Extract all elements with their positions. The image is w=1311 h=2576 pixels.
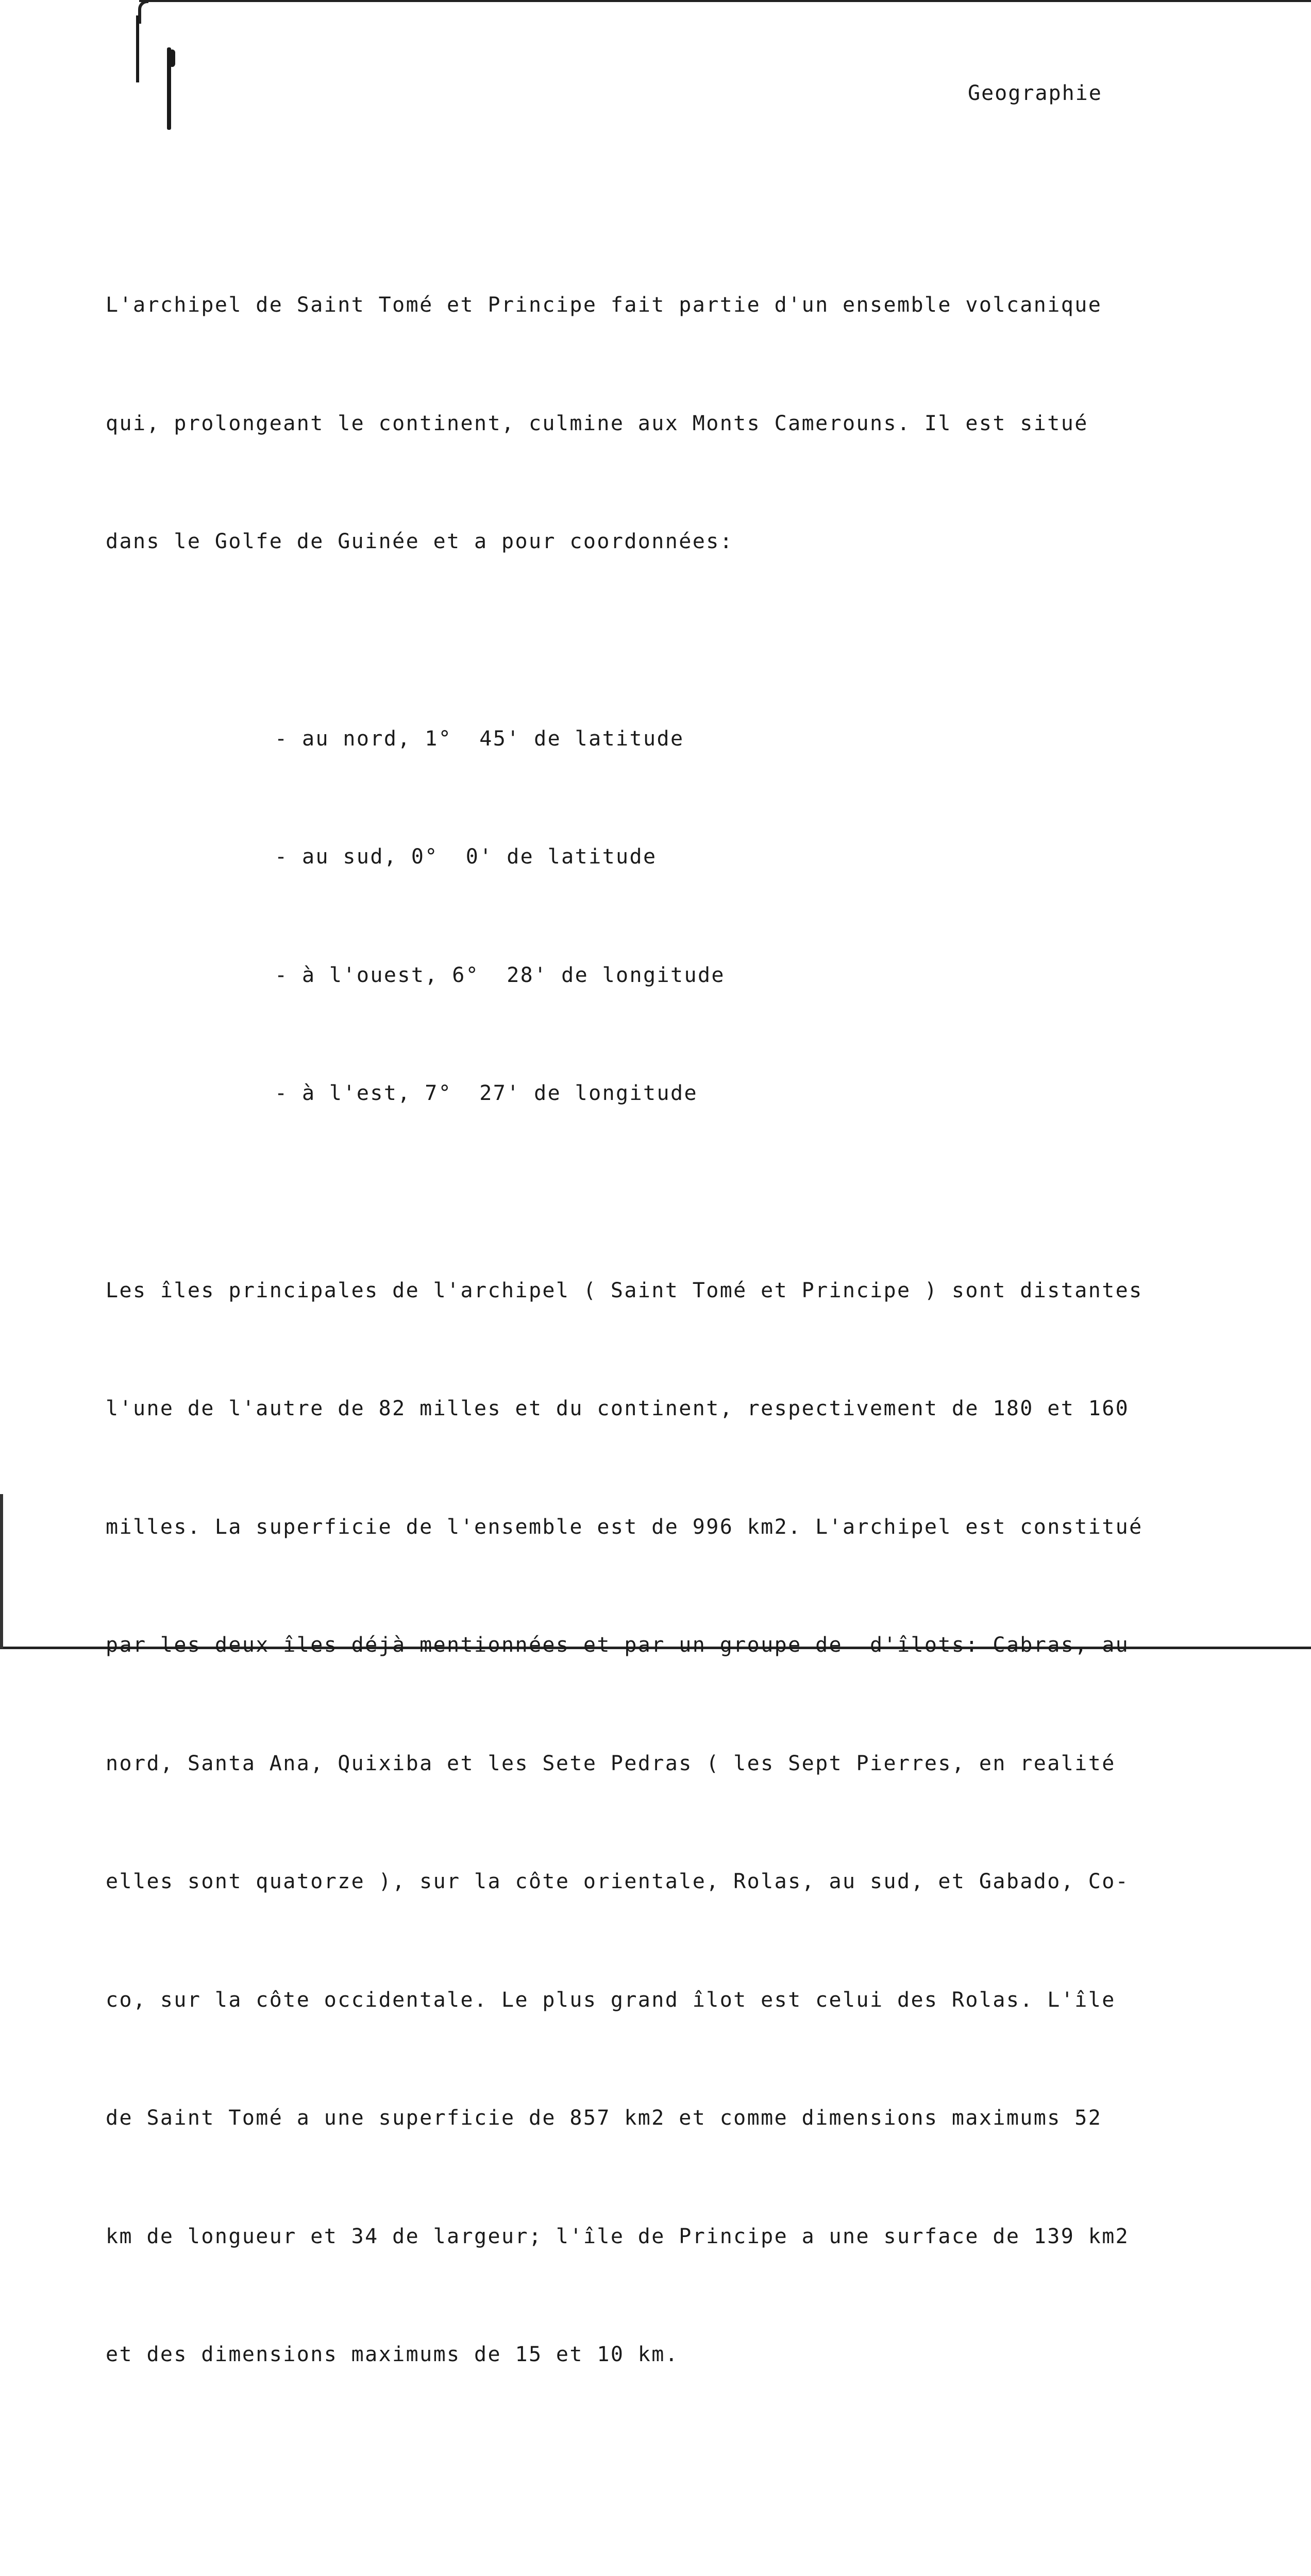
paragraph-gap [106,2493,1286,2532]
scan-mark [169,49,175,67]
document-body [106,128,1286,2576]
text-line: nord, Santa Ana, Quixiba et les Sete Pedras ( les Sept Pierres, en realité [106,1751,1116,1775]
scan-edge-top [139,0,1311,2]
coordinate-item: - à l'est, 7° 27' de longitude [275,1081,698,1105]
text-line: milles. La superficie de l'ensemble est de 996 km2. L'archipel est constitué [106,1515,1143,1539]
scan-mark [136,15,139,82]
text-line: co, sur la côte occidentale. Le plus grand îlot est celui des Rolas. L'île [106,1988,1116,2012]
text-line: km de longueur et 34 de largeur; l'île de Principe a une surface de 139 km2 [106,2224,1130,2248]
scan-edge-left [0,1494,3,1649]
text-line: elles sont quatorze ), sur la côte orientale, Rolas, au sud, et Gabado, Co- [106,1870,1130,1893]
text-line: par les deux îles déjà mentionnées et par un groupe de d'îlots: Cabras, au [106,1633,1130,1657]
text-line: et des dimensions maximums de 15 et 10 km. [106,2343,679,2366]
text-line: Les îles principales de l'archipel ( Saint Tomé et Principe ) sont distantes [106,1278,1143,1302]
coordinate-item: - à l'ouest, 6° 28' de longitude [275,963,725,987]
page-title: Geographie [968,81,1102,105]
text-line: de Saint Tomé a une superficie de 857 km2 et comme dimensions maximums 52 [106,2106,1102,2130]
scan-bracket-mark [138,0,148,24]
text-line: qui, prolongeant le continent, culmine aux Monts Camerouns. Il est situé [106,411,1088,435]
coordinate-item: - au sud, 0° 0' de latitude [275,845,657,869]
text-line: l'une de l'autre de 82 milles et du continent, respectivement de 180 et 160 [106,1397,1130,1420]
text-line: L'archipel de Saint Tomé et Principe fait partie d'un ensemble volcanique [106,293,1102,317]
text-line: dans le Golfe de Guinée et a pour coordonnées: [106,530,734,553]
coordinate-item: - au nord, 1° 45' de latitude [275,726,684,751]
